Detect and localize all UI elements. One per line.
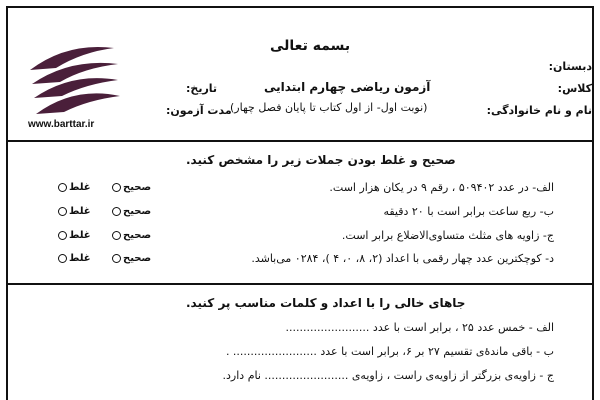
section2-title: جاهای خالی را با اعداد و کلمات مناسب پر کنید. xyxy=(186,296,466,310)
false-option-4[interactable]: غلط xyxy=(58,253,91,264)
radio-circle-icon[interactable] xyxy=(58,254,67,263)
fill-item-2: ب - باقی ماندۀی تقسیم ۲۷ بر ۶، برابر است با عدد ........................ . xyxy=(225,345,554,358)
radio-circle-icon[interactable] xyxy=(112,207,121,216)
false-option-2[interactable]: غلط xyxy=(58,206,91,217)
radio-circle-icon[interactable] xyxy=(112,231,121,240)
divider-top xyxy=(6,140,594,142)
fill-item-1: الف - خمس عدد ۲۵ ، برابر است با عدد ........................ xyxy=(285,321,554,334)
tf-item-1: الف- در عدد ۵۰۹۴۰۲ ، رقم ۹ در یکان هزار است. xyxy=(329,181,554,194)
tf-item-4: د- کوچکترین عدد چهار رقمی با اعداد (۲، ۸، ۰، ۴ )، ۰۲۸۴ می‌باشد. xyxy=(251,252,554,265)
true-option-2[interactable]: صحیح xyxy=(112,206,151,217)
true-option-1[interactable]: صحیح xyxy=(112,182,151,193)
radio-circle-icon[interactable] xyxy=(112,183,121,192)
fill-item-3: ج - زاویه‌ی بزرگتر از زاویه‌ی راست ، زاویه‌ی ........................ نام دارد. xyxy=(222,369,554,382)
radio-circle-icon[interactable] xyxy=(58,231,67,240)
date-label: تاریخ: xyxy=(186,82,218,95)
section1-title: صحیح و غلط بودن جملات زیر را مشخص کنید. xyxy=(186,153,456,167)
website-url: www.barttar.ir xyxy=(28,119,95,130)
tf-item-3: ج- زاویه های مثلث متساوی‌الاضلاع برابر است. xyxy=(341,229,554,242)
true-option-3[interactable]: صحیح xyxy=(112,230,151,241)
divider-middle xyxy=(6,283,594,285)
duration-label: مدت آزمون: xyxy=(166,104,232,117)
tf-item-2: ب- ربع ساعت برابر است با ۲۰ دقیقه xyxy=(383,205,554,218)
exam-title: آزمون ریاضی چهارم ابتدایی xyxy=(264,80,431,94)
bismillah: بسمه تعالی xyxy=(270,38,351,54)
false-option-1[interactable]: غلط xyxy=(58,182,91,193)
page-border-right xyxy=(592,6,594,400)
radio-circle-icon[interactable] xyxy=(112,254,121,263)
true-option-4[interactable]: صحیح xyxy=(112,253,151,264)
false-option-3[interactable]: غلط xyxy=(58,230,91,241)
class-label: کلاس: xyxy=(557,82,592,95)
school-label: دبستان: xyxy=(548,60,592,73)
barttar-logo-icon xyxy=(22,40,122,118)
radio-circle-icon[interactable] xyxy=(58,207,67,216)
radio-circle-icon[interactable] xyxy=(58,183,67,192)
page-border-top xyxy=(6,6,594,8)
page-border-left xyxy=(6,6,8,400)
name-label: نام و نام خانوادگی: xyxy=(486,104,592,117)
exam-subtitle: (نوبت اول- از اول کتاب تا پایان فصل چهار) xyxy=(230,101,428,114)
